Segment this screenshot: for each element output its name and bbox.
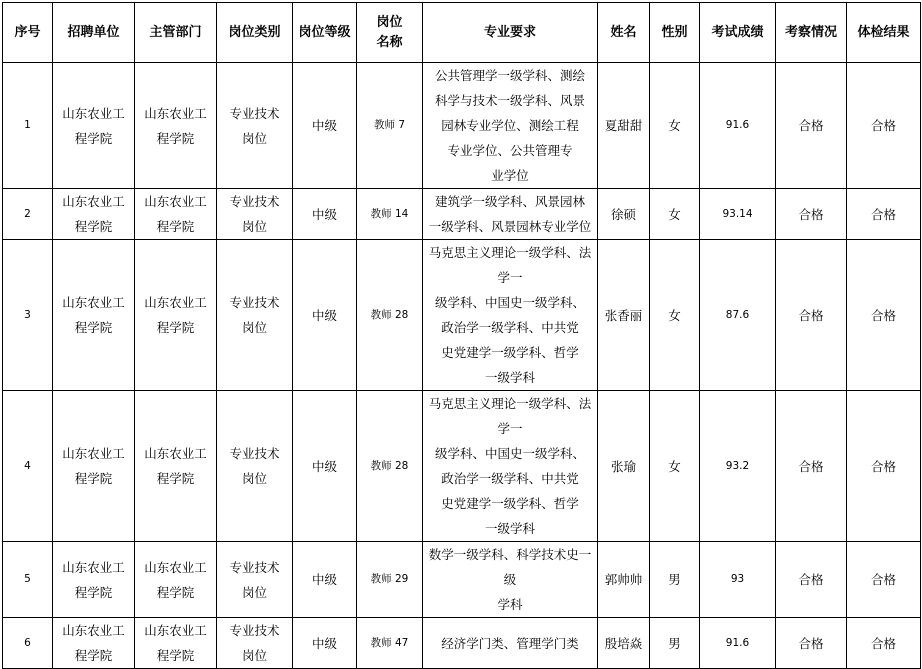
cell-dept: 山东农业工 程学院 [135, 240, 217, 391]
header-unit: 招聘单位 [53, 3, 135, 63]
table-row [3, 63, 921, 189]
cell-level: 中级 [293, 240, 357, 391]
cell-dept: 山东农业工 程学院 [135, 618, 217, 669]
cell-major: 公共管理学一级学科、测绘 科学与技术一级学科、风景 园林专业学位、测绘工程 专业学位、公共管理专 业学位 [423, 63, 598, 189]
cell-physical: 合格 [847, 618, 921, 669]
cell-post: 教师 29 [357, 542, 423, 618]
cell-no: 2 [3, 189, 53, 240]
cell-name: 殷培焱 [598, 618, 650, 669]
cell-inspection: 合格 [776, 63, 847, 189]
cell-unit: 山东农业工 程学院 [53, 391, 135, 542]
cell-score: 91.6 [700, 63, 776, 189]
header-no: 序号 [3, 3, 53, 63]
cell-level: 中级 [293, 391, 357, 542]
cell-major: 建筑学一级学科、风景园林 一级学科、风景园林专业学位 [423, 189, 598, 240]
cell-inspection: 合格 [776, 189, 847, 240]
cell-physical: 合格 [847, 189, 921, 240]
header-dept: 主管部门 [135, 3, 217, 63]
cell-post: 教师 7 [357, 63, 423, 189]
cell-post: 教师 28 [357, 391, 423, 542]
cell-gender: 女 [650, 189, 700, 240]
cell-category: 专业技术 岗位 [217, 63, 293, 189]
cell-name: 张香丽 [598, 240, 650, 391]
header-category: 岗位类别 [217, 3, 293, 63]
cell-inspection: 合格 [776, 240, 847, 391]
header-score: 考试成绩 [700, 3, 776, 63]
header-post: 岗位 名称 [357, 3, 423, 63]
cell-dept: 山东农业工 程学院 [135, 542, 217, 618]
header-row [3, 3, 921, 63]
cell-physical: 合格 [847, 240, 921, 391]
cell-category: 专业技术 岗位 [217, 542, 293, 618]
header-inspection: 考察情况 [776, 3, 847, 63]
cell-gender: 女 [650, 63, 700, 189]
cell-name: 郭帅帅 [598, 542, 650, 618]
cell-level: 中级 [293, 542, 357, 618]
cell-level: 中级 [293, 618, 357, 669]
cell-dept: 山东农业工 程学院 [135, 189, 217, 240]
cell-category: 专业技术 岗位 [217, 618, 293, 669]
results-table [2, 2, 921, 669]
cell-major: 马克思主义理论一级学科、法学一 级学科、中国史一级学科、 政治学一级学科、中共党 史党建学一级学科、哲学 一级学科 [423, 240, 598, 391]
cell-physical: 合格 [847, 63, 921, 189]
cell-gender: 男 [650, 542, 700, 618]
cell-no: 3 [3, 240, 53, 391]
cell-score: 93 [700, 542, 776, 618]
cell-category: 专业技术 岗位 [217, 189, 293, 240]
cell-major: 经济学门类、管理学门类 [423, 618, 598, 669]
table-row [3, 240, 921, 391]
cell-dept: 山东农业工 程学院 [135, 63, 217, 189]
cell-category: 专业技术 岗位 [217, 391, 293, 542]
header-level: 岗位等级 [293, 3, 357, 63]
cell-unit: 山东农业工 程学院 [53, 63, 135, 189]
cell-no: 6 [3, 618, 53, 669]
header-major: 专业要求 [423, 3, 598, 63]
cell-unit: 山东农业工 程学院 [53, 618, 135, 669]
cell-name: 张瑜 [598, 391, 650, 542]
cell-unit: 山东农业工 程学院 [53, 542, 135, 618]
cell-level: 中级 [293, 189, 357, 240]
table-row [3, 542, 921, 618]
cell-score: 91.6 [700, 618, 776, 669]
cell-unit: 山东农业工 程学院 [53, 240, 135, 391]
cell-physical: 合格 [847, 391, 921, 542]
cell-dept: 山东农业工 程学院 [135, 391, 217, 542]
cell-gender: 女 [650, 240, 700, 391]
cell-major: 数学一级学科、科学技术史一级 学科 [423, 542, 598, 618]
cell-post: 教师 14 [357, 189, 423, 240]
header-gender: 性别 [650, 3, 700, 63]
table-row [3, 618, 921, 669]
cell-gender: 男 [650, 618, 700, 669]
cell-unit: 山东农业工 程学院 [53, 189, 135, 240]
cell-name: 夏甜甜 [598, 63, 650, 189]
cell-major: 马克思主义理论一级学科、法学一 级学科、中国史一级学科、 政治学一级学科、中共党 史党建学一级学科、哲学 一级学科 [423, 391, 598, 542]
cell-post: 教师 28 [357, 240, 423, 391]
table-row [3, 189, 921, 240]
cell-no: 1 [3, 63, 53, 189]
cell-no: 4 [3, 391, 53, 542]
header-name: 姓名 [598, 3, 650, 63]
cell-gender: 女 [650, 391, 700, 542]
cell-inspection: 合格 [776, 391, 847, 542]
cell-inspection: 合格 [776, 542, 847, 618]
cell-score: 93.14 [700, 189, 776, 240]
cell-score: 93.2 [700, 391, 776, 542]
cell-physical: 合格 [847, 542, 921, 618]
cell-score: 87.6 [700, 240, 776, 391]
cell-post: 教师 47 [357, 618, 423, 669]
table-row [3, 391, 921, 542]
cell-name: 徐硕 [598, 189, 650, 240]
cell-category: 专业技术 岗位 [217, 240, 293, 391]
cell-inspection: 合格 [776, 618, 847, 669]
header-physical: 体检结果 [847, 3, 921, 63]
cell-level: 中级 [293, 63, 357, 189]
cell-no: 5 [3, 542, 53, 618]
